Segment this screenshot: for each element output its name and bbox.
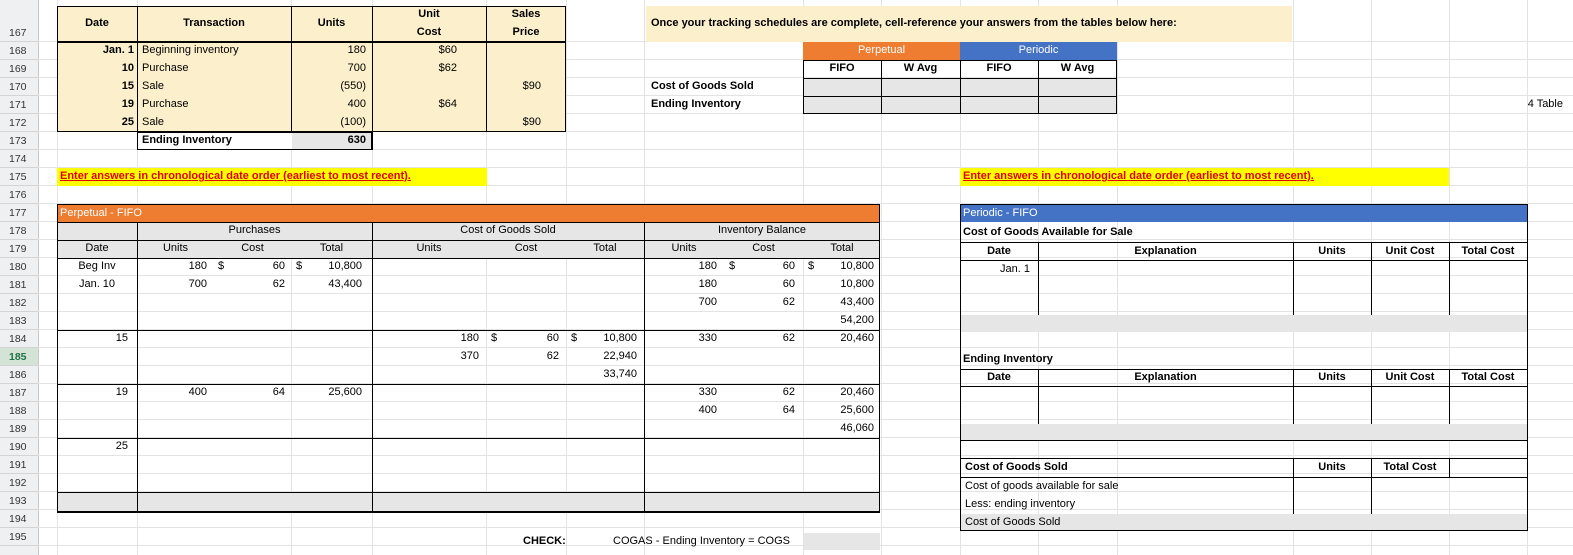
pf-cell-bal-b-cost: 60: [782, 278, 795, 290]
pf-cell-bal-c-cost: 62: [782, 296, 795, 308]
periodic-fifo-title: Periodic - FIFO: [961, 205, 1527, 222]
row-number[interactable]: 174: [0, 150, 38, 168]
pf-cell-cogs-b-cost: 62: [546, 350, 559, 362]
pf-cell-cogs-a-units: 180: [460, 332, 479, 344]
pf-cell-beg-cost: 60: [272, 260, 285, 272]
pf-cell-bal-a-units: 180: [698, 260, 717, 272]
pp-col-total-cost: Total Cost: [1461, 245, 1515, 257]
pf-cell-jan10-total: 43,400: [328, 278, 362, 290]
pf-col-p-cost: Cost: [241, 242, 264, 254]
tx-desc: Sale: [142, 80, 165, 92]
row-number[interactable]: 175: [0, 168, 38, 186]
pf-cell-bal-c-units: 700: [698, 296, 717, 308]
summary-ending-label: Ending Inventory: [651, 98, 741, 110]
col-sales-price-2: Price: [512, 26, 540, 38]
summary-peri-fifo: FIFO: [986, 62, 1012, 74]
pf-cell-bal-c-total: 43,400: [840, 296, 874, 308]
tx-date: 25: [121, 116, 134, 128]
col-units: Units: [317, 17, 346, 29]
ending-inventory-label: Ending Inventory: [142, 134, 232, 146]
pf-cell-cogs-a-dollar2: $: [571, 332, 578, 344]
row-number[interactable]: 190: [0, 438, 38, 456]
pp-col-date: Date: [987, 245, 1011, 257]
group-cogs: Cost of Goods Sold: [460, 224, 556, 236]
row-number[interactable]: 186: [0, 366, 38, 384]
col-date: Date: [85, 17, 109, 29]
pf-cell-beg-total: 10,800: [328, 260, 362, 272]
col-sales-price-1: Sales: [511, 8, 541, 20]
tx-price: $90: [522, 116, 541, 128]
cogas-label: Cost of Goods Available for Sale: [963, 226, 1133, 238]
pf-cell-bal-d-units: 330: [698, 332, 717, 344]
pf-col-b-cost: Cost: [752, 242, 775, 254]
periodic-header: Periodic: [960, 42, 1117, 60]
row-number[interactable]: 171: [0, 96, 38, 114]
tx-cost: $60: [438, 44, 457, 56]
ei-col-expl: Explanation: [1134, 371, 1197, 383]
pp-col-expl: Explanation: [1134, 245, 1197, 257]
pf-cell-beg-date: Beg Inv: [78, 260, 116, 272]
row-number[interactable]: 194: [0, 510, 38, 528]
summary-cogs-label: Cost of Goods Sold: [651, 80, 754, 92]
col-unit-cost-2: Cost: [416, 26, 442, 38]
group-purchases: Purchases: [228, 224, 281, 236]
tx-units: 400: [347, 98, 366, 110]
pf-col-p-total: Total: [319, 242, 344, 254]
pf-col-p-units: Units: [162, 242, 189, 254]
pf-cell-bal-e-cost: 62: [782, 386, 795, 398]
tx-price: [486, 96, 544, 114]
row-number[interactable]: 193: [0, 492, 38, 510]
pf-cell-cogs-a-total: 10,800: [603, 332, 637, 344]
tx-units: 180: [347, 44, 366, 56]
tx-desc: Purchase: [142, 62, 189, 74]
pf-cell-cogs-sum: 33,740: [603, 368, 637, 380]
cogs-line-less-ending: Less: ending inventory: [965, 498, 1076, 510]
check-label: CHECK:: [523, 535, 566, 547]
ei-col-date: Date: [987, 371, 1011, 383]
tx-desc: Beginning inventory: [142, 44, 239, 56]
tx-cost: $62: [438, 62, 457, 74]
row-number[interactable]: 168: [0, 42, 38, 60]
pf-cell-bal-f-total: 25,600: [840, 404, 874, 416]
row-number[interactable]: 189: [0, 420, 38, 438]
tx-price: $90: [522, 80, 541, 92]
pf-cell-beg-dollar2: $: [296, 260, 303, 272]
pf-cell-bal-f-sum: 46,060: [840, 422, 874, 434]
pf-cell-jan10-date: Jan. 10: [78, 278, 116, 290]
pf-cell-bal-a-dollar: $: [729, 260, 736, 272]
pf-cell-bal-a-total: 10,800: [840, 260, 874, 272]
row-number[interactable]: 185: [0, 348, 38, 366]
row-number[interactable]: 170: [0, 78, 38, 96]
tx-units: 700: [347, 62, 366, 74]
row-number[interactable]: 180: [0, 258, 38, 276]
col-transaction: Transaction: [183, 17, 245, 29]
pf-cell-bal-f-cost: 64: [782, 404, 795, 416]
summary-peri-wavg: W Avg: [1060, 62, 1095, 74]
ei-col-unit-cost: Unit Cost: [1385, 371, 1435, 383]
row-number[interactable]: 177: [0, 204, 38, 222]
pf-cell-d25-date: 25: [115, 440, 128, 452]
pf-cell-cogs-b-units: 370: [460, 350, 479, 362]
summary-perp-wavg: W Avg: [903, 62, 938, 74]
pf-cell-d15-date: 15: [115, 332, 128, 344]
pf-cell-jan10-units: 700: [188, 278, 207, 290]
pp-col-units: Units: [1318, 245, 1346, 257]
tx-price: [486, 60, 544, 78]
pf-cell-bal-d-cost: 62: [782, 332, 795, 344]
row-number[interactable]: 167: [0, 24, 38, 42]
pf-cell-cogs-b-total: 22,940: [603, 350, 637, 362]
ending-inventory-title: Ending Inventory: [963, 353, 1053, 365]
table-tab-label: 4 Table: [1527, 98, 1563, 110]
tx-desc: Sale: [142, 116, 165, 128]
summary-perp-fifo: FIFO: [829, 62, 855, 74]
tx-desc: Purchase: [142, 98, 189, 110]
row-number[interactable]: 191: [0, 456, 38, 474]
row-number[interactable]: 195: [0, 528, 38, 546]
tx-cost: [372, 114, 460, 132]
ending-inventory-value: 630: [347, 134, 366, 146]
instructions-left: Enter answers in chronological date order (earliest to most recent).: [57, 168, 487, 186]
row-number[interactable]: 179: [0, 240, 38, 258]
pf-cell-bal-a-dollar2: $: [808, 260, 815, 272]
tx-date: 19: [121, 98, 134, 110]
ei-col-total-cost: Total Cost: [1461, 371, 1515, 383]
pf-cell-cogs-a-dollar: $: [491, 332, 498, 344]
pf-col-b-total: Total: [830, 242, 854, 254]
pf-cell-beg-dollar: $: [218, 260, 225, 272]
row-number[interactable]: 173: [0, 132, 38, 150]
instructions-right: Enter answers in chronological date order (earliest to most recent).: [960, 168, 1449, 186]
pf-cell-bal-d-total: 20,460: [840, 332, 874, 344]
cogs-col-units: Units: [1318, 461, 1346, 473]
pf-cell-bal-e-total: 20,460: [840, 386, 874, 398]
tx-date: 15: [121, 80, 134, 92]
pf-cell-cogs-a-cost: 60: [546, 332, 559, 344]
tx-date: 10: [121, 62, 134, 74]
pf-cell-bal-a-cost: 60: [782, 260, 795, 272]
row-number[interactable]: 184: [0, 330, 38, 348]
row-number[interactable]: 188: [0, 402, 38, 420]
row-number[interactable]: 187: [0, 384, 38, 402]
group-inventory-balance: Inventory Balance: [717, 224, 807, 236]
pf-cell-beg-units: 180: [188, 260, 207, 272]
ei-col-units: Units: [1318, 371, 1346, 383]
pf-col-c-units: Units: [416, 242, 442, 254]
tx-units: (550): [340, 80, 366, 92]
pf-cell-bal-f-units: 400: [698, 404, 717, 416]
tx-date: Jan. 1: [102, 44, 134, 56]
col-unit-cost-1: Unit: [418, 8, 440, 20]
cogs-line-available: Cost of goods available for sale: [965, 480, 1119, 492]
pf-cell-bal-c-sum: 54,200: [840, 314, 874, 326]
pf-cell-bal-b-units: 180: [698, 278, 717, 290]
row-number[interactable]: 181: [0, 276, 38, 294]
cogs-line-total: Cost of Goods Sold: [965, 516, 1061, 528]
row-number[interactable]: 183: [0, 312, 38, 330]
check-formula: COGAS - Ending Inventory = COGS: [613, 535, 790, 547]
tx-price: [486, 42, 544, 60]
row-number[interactable]: 182: [0, 294, 38, 312]
pf-col-c-total: Total: [593, 242, 617, 254]
pf-cell-d19-date: 19: [115, 386, 128, 398]
pf-cell-bal-b-total: 10,800: [840, 278, 874, 290]
row-number[interactable]: 192: [0, 474, 38, 492]
tx-cost: [372, 78, 460, 96]
summary-note: Once your tracking schedules are complete, cell-reference your answers from the tables below here:: [651, 17, 1177, 29]
pf-col-b-units: Units: [671, 242, 697, 254]
pf-cell-d19-units: 400: [188, 386, 207, 398]
pf-cell-bal-e-units: 330: [698, 386, 717, 398]
pp-first-date: Jan. 1: [1000, 263, 1030, 275]
row-number[interactable]: 178: [0, 222, 38, 240]
tx-units: (100): [340, 116, 366, 128]
pf-cell-d19-total: 25,600: [328, 386, 362, 398]
pf-col-date: Date: [85, 242, 109, 254]
cogs-title: Cost of Goods Sold: [965, 461, 1068, 473]
cogs-col-total: Total Cost: [1383, 461, 1437, 473]
perpetual-fifo-title: Perpetual - FIFO: [58, 205, 879, 222]
tx-cost: $64: [438, 98, 457, 110]
pf-cell-d19-cost: 64: [272, 386, 285, 398]
pf-cell-jan10-cost: 62: [272, 278, 285, 290]
row-number[interactable]: 169: [0, 60, 38, 78]
row-number[interactable]: 176: [0, 186, 38, 204]
pf-col-c-cost: Cost: [514, 242, 538, 254]
pp-col-unit-cost: Unit Cost: [1385, 245, 1435, 257]
perpetual-header: Perpetual: [803, 42, 960, 60]
row-number[interactable]: 172: [0, 114, 38, 132]
check-result-cell[interactable]: [804, 533, 880, 550]
